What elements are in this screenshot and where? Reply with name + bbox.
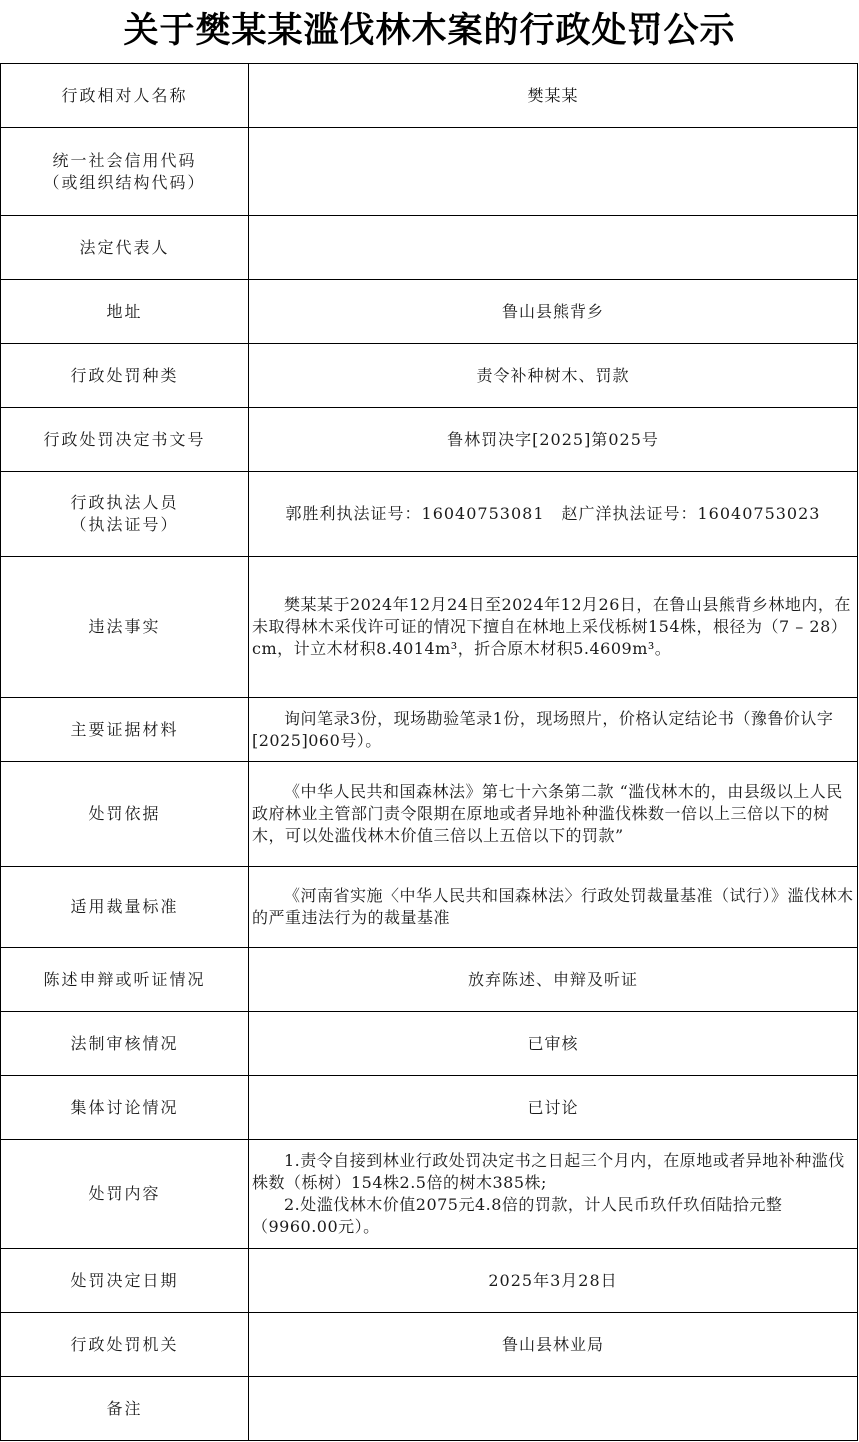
table-row — [1, 1076, 858, 1140]
row-label: 陈述申辩或听证情况 — [1, 948, 249, 1012]
row-label: 行政执法人员 （执法证号） — [1, 472, 249, 557]
row-label: 主要证据材料 — [1, 698, 249, 762]
row-value: 《中华人民共和国森林法》第七十六条第二款 “滥伐林木的，由县级以上人民政府林业主管部门责令限期在原地或者异地补种滥伐株数一倍以上三倍以下的树木，可以处滥伐林木价值三倍以上五倍以下的罚款” — [249, 762, 858, 867]
row-value: 询问笔录3份，现场勘验笔录1份，现场照片，价格认定结论书（豫鲁价认字[2025]060号）。 — [249, 698, 858, 762]
row-label: 法制审核情况 — [1, 1012, 249, 1076]
table-row — [1, 408, 858, 472]
row-label: 行政处罚决定书文号 — [1, 408, 249, 472]
table-row — [1, 948, 858, 1012]
row-label: 法定代表人 — [1, 216, 249, 280]
row-label: 行政处罚机关 — [1, 1313, 249, 1377]
row-value — [249, 1377, 858, 1441]
row-value: 2025年3月28日 — [249, 1249, 858, 1313]
row-value: 郭胜利执法证号：16040753081 赵广洋执法证号：16040753023 — [249, 472, 858, 557]
row-label: 处罚内容 — [1, 1140, 249, 1249]
table-row — [1, 1313, 858, 1377]
row-label: 行政相对人名称 — [1, 64, 249, 128]
table-row — [1, 698, 858, 762]
penalty-record-table — [0, 63, 858, 1441]
row-value: 已审核 — [249, 1012, 858, 1076]
row-label: 统一社会信用代码 （或组织结构代码） — [1, 128, 249, 216]
table-row — [1, 1012, 858, 1076]
row-label: 违法事实 — [1, 557, 249, 698]
row-value: 责令补种树木、罚款 — [249, 344, 858, 408]
row-value — [249, 216, 858, 280]
page-title: 关于樊某某滥伐林木案的行政处罚公示 — [123, 11, 736, 51]
row-value: 鲁山县熊背乡 — [249, 280, 858, 344]
table-row — [1, 1140, 858, 1249]
table-row — [1, 128, 858, 216]
table-row — [1, 557, 858, 698]
row-value: 已讨论 — [249, 1076, 858, 1140]
row-label: 处罚依据 — [1, 762, 249, 867]
table-row — [1, 280, 858, 344]
table-row — [1, 762, 858, 867]
row-value: 樊某某 — [249, 64, 858, 128]
table-row — [1, 344, 858, 408]
row-label: 集体讨论情况 — [1, 1076, 249, 1140]
table-row — [1, 1249, 858, 1313]
row-value — [249, 128, 858, 216]
row-value: 1.责令自接到林业行政处罚决定书之日起三个月内，在原地或者异地补种滥伐株数（栎树）154株2.5倍的树木385株; 2.处滥伐林木价值2075元4.8倍的罚款，计人民币玖仟玖佰陆拾元整（9960.00元）。 — [249, 1140, 858, 1249]
table-row — [1, 216, 858, 280]
table-row — [1, 867, 858, 948]
row-label: 备注 — [1, 1377, 249, 1441]
row-label: 适用裁量标准 — [1, 867, 249, 948]
row-value: 樊某某于2024年12月24日至2024年12月26日，在鲁山县熊背乡林地内，在未取得林木采伐许可证的情况下擅自在林地上采伐栎树154株，根径为（7 – 28）cm，计立木材积8.4014m³，折合原木材积5.4609m³。 — [249, 557, 858, 698]
table-row — [1, 1377, 858, 1441]
row-label: 处罚决定日期 — [1, 1249, 249, 1313]
row-value: 《河南省实施〈中华人民共和国森林法〉行政处罚裁量基准（试行）》滥伐林木的严重违法行为的裁量基准 — [249, 867, 858, 948]
row-value: 放弃陈述、申辩及听证 — [249, 948, 858, 1012]
row-value: 鲁林罚决字[2025]第025号 — [249, 408, 858, 472]
table-row — [1, 472, 858, 557]
row-label: 行政处罚种类 — [1, 344, 249, 408]
table-row — [1, 64, 858, 128]
row-value: 鲁山县林业局 — [249, 1313, 858, 1377]
row-label: 地址 — [1, 280, 249, 344]
